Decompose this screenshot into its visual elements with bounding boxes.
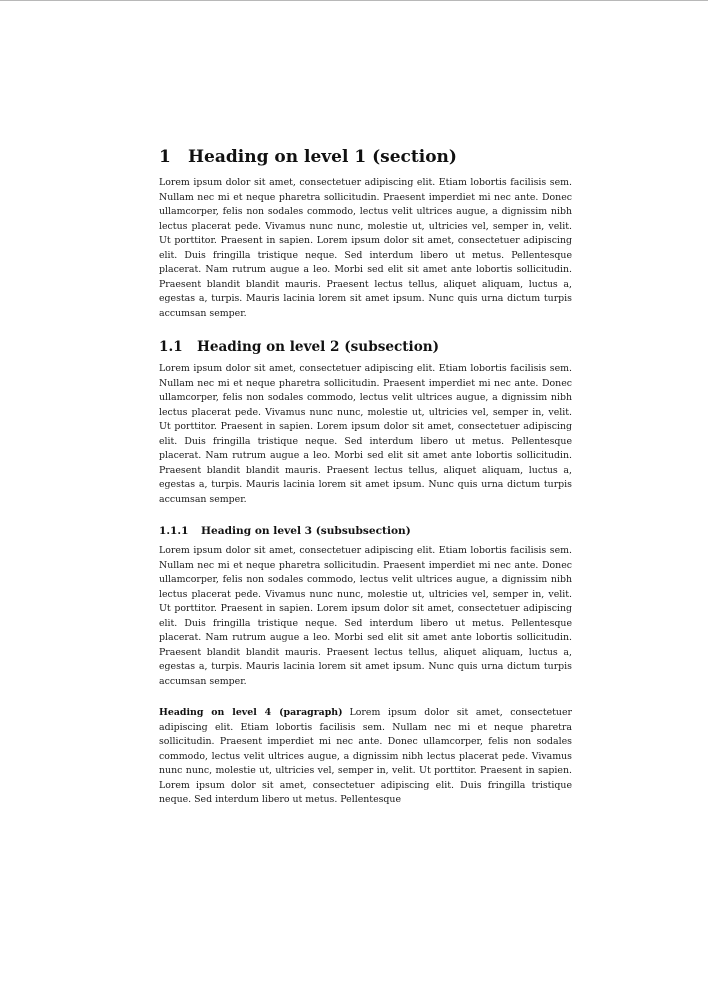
subsection-number: 1.1 xyxy=(159,339,183,355)
section-heading xyxy=(159,146,572,168)
spacer xyxy=(159,507,572,524)
subsection-title: Heading on level 2 (subsection) xyxy=(197,339,440,355)
section-number: 1 xyxy=(159,147,171,167)
section-body: Lorem ipsum dolor sit amet, consectetuer adipiscing elit. Etiam lobortis facilisis sem. Nullam nec mi et neque pharetra sollicitudin. Praesent imperdiet mi nec ante. Donec ullamcorper, felis non sodales commodo, lectus velit ultrices augue, a dignissim nibh lectus placerat pede. Vivamus nunc nunc, molestie ut, ultricies vel, semper in, velit. Ut porttitor. Praesent in sapien. Lorem ipsum dolor sit amet, consectetuer adipiscing elit. Duis fringilla tristique neque. Sed interdum libero ut metus. Pellentesque placerat. Nam rutrum augue a leo. Morbi sed elit sit amet ante lobortis sollicitudin. Praesent blandit blandit mauris. Praesent lectus tellus, aliquet aliquam, luctus a, egestas a, turpis. Mauris lacinia lorem sit amet ipsum. Nunc quis urna dictum turpis accumsan semper. xyxy=(159,177,572,319)
spacer xyxy=(159,689,572,706)
document-page xyxy=(159,146,572,808)
page-top-border xyxy=(0,0,708,1)
subsubsection-title: Heading on level 3 (subsubsection) xyxy=(201,525,411,537)
spacer xyxy=(159,321,572,338)
paragraph-heading: Heading on level 4 (paragraph) xyxy=(159,707,343,718)
section-title: Heading on level 1 (section) xyxy=(188,147,457,167)
subsection-body: Lorem ipsum dolor sit amet, consectetuer adipiscing elit. Etiam lobortis facilisis sem. Nullam nec mi et neque pharetra sollicitudin. Praesent imperdiet mi nec ante. Donec ullamcorper, felis non sodales commodo, lectus velit ultrices augue, a dignissim nibh lectus placerat pede. Vivamus nunc nunc, molestie ut, ultricies vel, semper in, velit. Ut porttitor. Praesent in sapien. Lorem ipsum dolor sit amet, consectetuer adipiscing elit. Duis fringilla tristique neque. Sed interdum libero ut metus. Pellentesque placerat. Nam rutrum augue a leo. Morbi sed elit sit amet ante lobortis sollicitudin. Praesent blandit blandit mauris. Praesent lectus tellus, aliquet aliquam, luctus a, egestas a, turpis. Mauris lacinia lorem sit amet ipsum. Nunc quis urna dictum turpis accumsan semper. xyxy=(159,363,572,505)
subsubsection-heading xyxy=(159,524,572,538)
paragraph-body: Lorem ipsum dolor sit amet, consectetuer adipiscing elit. Etiam lobortis facilisis sem. Nullam nec mi et neque pharetra sollicitudin. Praesent imperdiet mi nec ante. Donec ullamcorper, felis non sodales commodo, lectus velit ultrices augue, a dignissim nibh lectus placerat pede. Vivamus nunc nunc, molestie ut, ultricies vel, semper in, velit. Ut porttitor. Praesent in sapien. Lorem ipsum dolor sit amet, consectetuer adipiscing elit. Duis fringilla tristique neque. Sed interdum libero ut metus. Pellentesque xyxy=(159,707,572,805)
subsubsection-body: Lorem ipsum dolor sit amet, consectetuer adipiscing elit. Etiam lobortis facilisis sem. Nullam nec mi et neque pharetra sollicitudin. Praesent imperdiet mi nec ante. Donec ullamcorper, felis non sodales commodo, lectus velit ultrices augue, a dignissim nibh lectus placerat pede. Vivamus nunc nunc, molestie ut, ultricies vel, semper in, velit. Ut porttitor. Praesent in sapien. Lorem ipsum dolor sit amet, consectetuer adipiscing elit. Duis fringilla tristique neque. Sed interdum libero ut metus. Pellentesque placerat. Nam rutrum augue a leo. Morbi sed elit sit amet ante lobortis sollicitudin. Praesent blandit blandit mauris. Praesent lectus tellus, aliquet aliquam, luctus a, egestas a, turpis. Mauris lacinia lorem sit amet ipsum. Nunc quis urna dictum turpis accumsan semper. xyxy=(159,545,572,687)
subsection-heading xyxy=(159,338,572,356)
paragraph-block xyxy=(159,706,572,808)
subsubsection-number: 1.1.1 xyxy=(159,525,189,537)
